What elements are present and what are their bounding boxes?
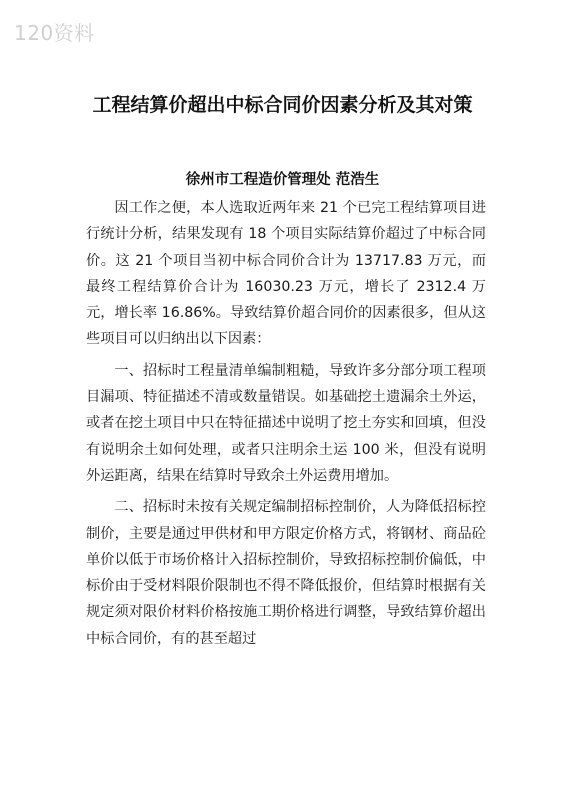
watermark: 120资料 (14, 21, 95, 45)
author-line: 徐州市工程造价管理处 范浩生 (185, 172, 380, 188)
paragraph-point-2: 二、招标时未按有关规定编制招标控制价，人为降低招标控制价，主要是通过甲供材和甲方限定价格方式，将钢材、商品砼单价以低于市场价格计入招标控制价，导致招标控制价偏低，中标价由于受材料限价限制也不得不降低报价，但结算时根据有关规定须对限价材料价格按施工期价格进行调整，导致结算价超出中标合同价，有的甚至超过 (86, 499, 486, 647)
document-title: 工程结算价超出中标合同价因素分析及其对策 (92, 93, 473, 116)
paragraph-point-1: 一、招标时工程量清单编制粗糙，导致许多分部分项工程项目漏项、特征描述不清或数量错误。如基础挖土遗漏余土外运，或者在挖土项目中只在特征描述中说明了挖土夯实和回填，但没有说明余土如何处理，或者只注明余土运 100 米，但没有说明外运距离，结果在结算时导致余土外运费用增加。 (86, 362, 486, 484)
document-body (86, 195, 486, 657)
paragraph-intro: 因工作之便，本人选取近两年来 21 个已完工程结算项目进行统计分析，结果发现有 18 个项目实际结算价超过了中标合同价。这 21 个项目当初中标合同价合计为 13717.83 万元，而最终工程结算价合计为 16030.23 万元，增长了 2312.4 万元，增长率 16.86%。导致结算价超合同价的因素很多，但从这些项目可以归纳出以下因素： (86, 200, 486, 348)
